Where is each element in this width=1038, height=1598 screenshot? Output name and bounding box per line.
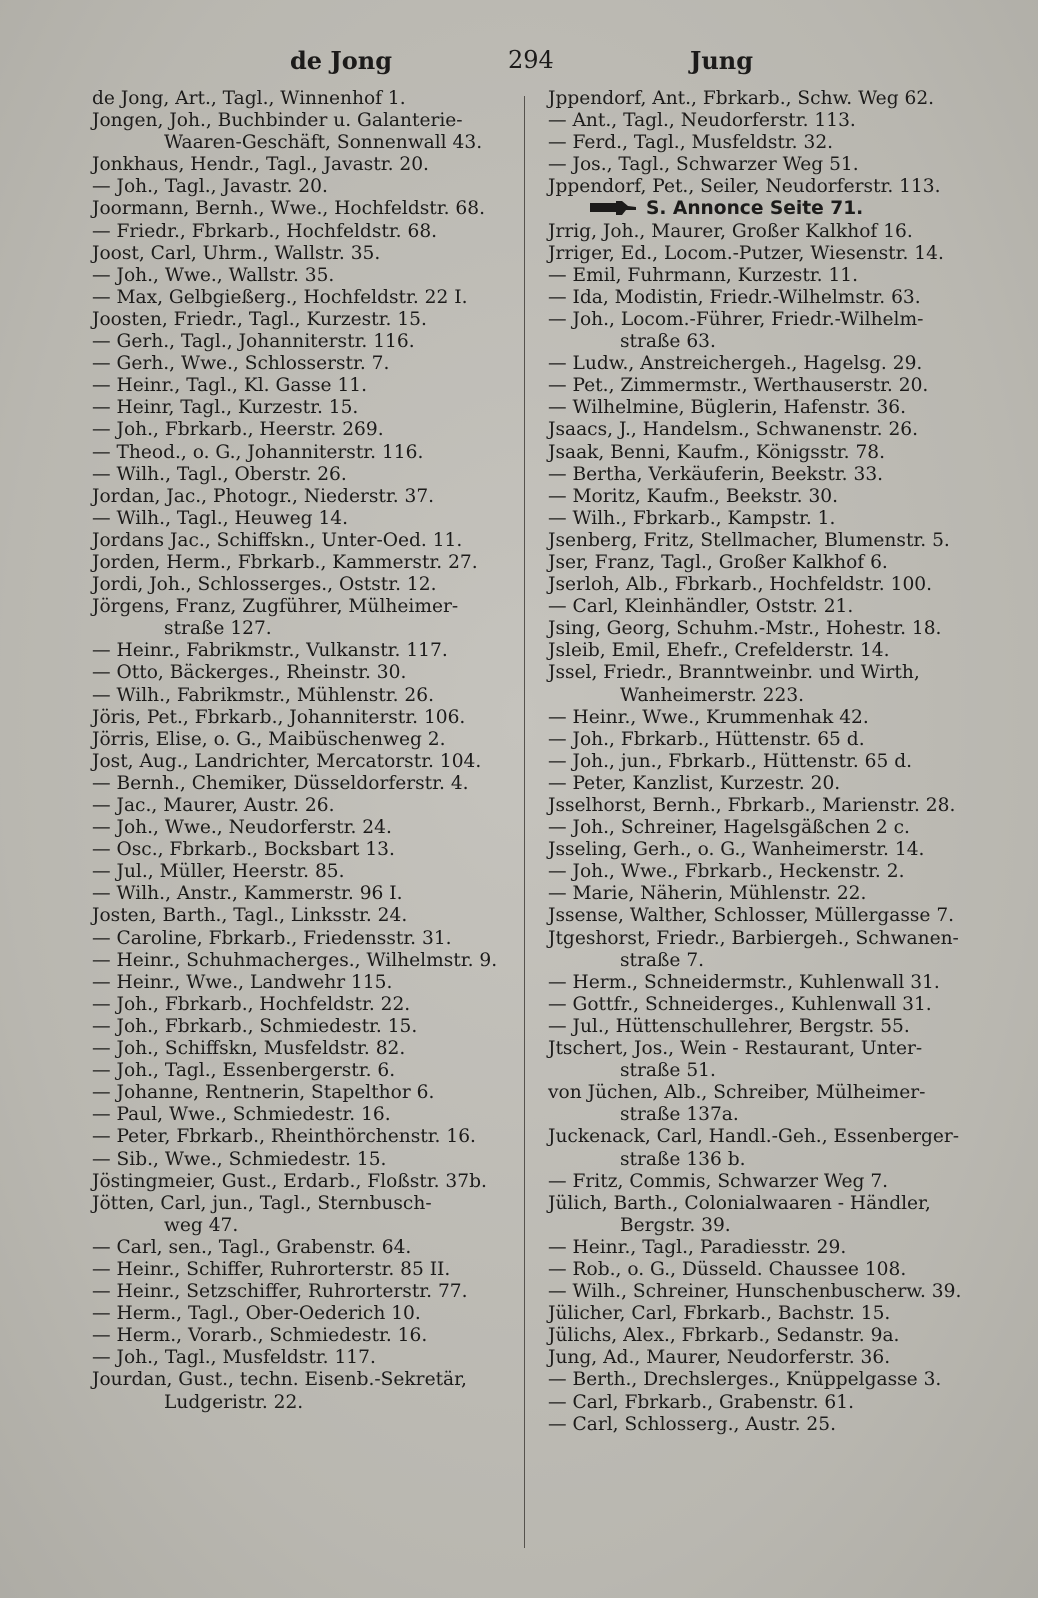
directory-entry: — Bertha, Verkäuferin, Beekstr. 33. [548, 463, 884, 485]
directory-entry: — Osc., Fbrkarb., Bocksbart 13. [92, 839, 395, 861]
directory-entry: — Wilh., Anstr., Kammerstr. 96 I. [92, 883, 403, 905]
directory-entry: — Joh., Schreiner, Hagelsgäßchen 2 c. [548, 817, 910, 839]
directory-entry: Jsing, Georg, Schuhm.-Mstr., Hohestr. 18. [548, 618, 942, 640]
directory-entry: Jourdan, Gust., techn. Eisenb.-Sekretär, [92, 1369, 467, 1391]
directory-entry: — Johanne, Rentnerin, Stapelthor 6. [92, 1082, 435, 1104]
pointing-hand-icon [588, 200, 638, 216]
directory-entry: — Carl, sen., Tagl., Grabenstr. 64. [92, 1236, 412, 1258]
directory-entry: Wanheimerstr. 223. [620, 684, 805, 706]
directory-entry: — Gerh., Wwe., Schlosserstr. 7. [92, 353, 390, 375]
directory-entry: — Herm., Vorarb., Schmiedestr. 16. [92, 1325, 428, 1347]
right-column [548, 88, 976, 1436]
directory-entry: — Joh., Fbrkarb., Heerstr. 269. [92, 419, 384, 441]
directory-entry: — Wilh., Schreiner, Hunschenbuscherw. 39. [548, 1281, 962, 1303]
directory-entry: Jsleib, Emil, Ehefr., Crefelderstr. 14. [548, 640, 890, 662]
directory-entry: — Heinr., Wwe., Krummenhak 42. [548, 706, 869, 728]
page-number: 294 [508, 46, 554, 74]
directory-entry: Jtgeshorst, Friedr., Barbiergeh., Schwanen- [548, 927, 959, 949]
directory-entry: Jserloh, Alb., Fbrkarb., Hochfeldstr. 100. [548, 574, 933, 596]
directory-entry: — Fritz, Commis, Schwarzer Weg 7. [548, 1170, 889, 1192]
directory-entry: — Joh., Schiffskn, Musfeldstr. 82. [92, 1038, 406, 1060]
directory-entry: — Joh., Fbrkarb., Hüttenstr. 65 d. [548, 728, 865, 750]
directory-entry: Jongen, Joh., Buchbinder u. Galanterie- [92, 110, 463, 132]
directory-entry: — Joh., Wwe., Neudorferstr. 24. [92, 817, 392, 839]
directory-entry: — Wilh., Tagl., Oberstr. 26. [92, 463, 347, 485]
directory-entry: — Wilh., Fabrikmstr., Mühlenstr. 26. [92, 684, 435, 706]
directory-entry: — Paul, Wwe., Schmiedestr. 16. [92, 1104, 391, 1126]
directory-entry: Joormann, Bernh., Wwe., Hochfeldstr. 68. [92, 198, 486, 220]
directory-entry: — Herm., Schneidermstr., Kuhlenwall 31. [548, 971, 940, 993]
directory-entry: straße 7. [620, 949, 705, 971]
directory-entry: — Wilh., Tagl., Heuweg 14. [92, 507, 349, 529]
annonce-text: S. Annonce Seite 71. [646, 198, 864, 220]
directory-entry: Joosten, Friedr., Tagl., Kurzestr. 15. [92, 308, 427, 330]
directory-entry: — Joh., Fbrkarb., Schmiedestr. 15. [92, 1015, 418, 1037]
directory-entry: Jser, Franz, Tagl., Großer Kalkhof 6. [548, 551, 888, 573]
directory-entry: — Peter, Fbrkarb., Rheinthörchenstr. 16. [92, 1126, 476, 1148]
page-header [0, 40, 1038, 80]
directory-entry: straße 127. [164, 618, 272, 640]
directory-entry: — Joh., Wwe., Fbrkarb., Heckenstr. 2. [548, 861, 905, 883]
directory-entry: — Joh., jun., Fbrkarb., Hüttenstr. 65 d. [548, 750, 913, 772]
directory-entry: — Joh., Tagl., Javastr. 20. [92, 176, 328, 198]
directory-entry: — Jac., Maurer, Austr. 26. [92, 795, 335, 816]
directory-entry: — Wilhelmine, Büglerin, Hafenstr. 36. [548, 397, 907, 419]
directory-entry: — Caroline, Fbrkarb., Friedensstr. 31. [92, 927, 452, 949]
directory-entry: Juckenack, Carl, Handl.-Geh., Essenberger- [548, 1126, 960, 1148]
directory-entry: — Ferd., Tagl., Musfeldstr. 32. [548, 132, 834, 154]
left-column [92, 88, 504, 1414]
directory-entry: — Emil, Fuhrmann, Kurzestr. 11. [548, 264, 859, 286]
directory-entry: — Marie, Näherin, Mühlenstr. 22. [548, 883, 867, 905]
directory-entry: — Pet., Zimmermstr., Werthauserstr. 20. [548, 375, 929, 397]
directory-entry: Jung, Ad., Maurer, Neudorferstr. 36. [548, 1347, 891, 1369]
directory-entry: — Joh., Locom.-Führer, Friedr.-Wilhelm- [548, 308, 924, 330]
directory-entry: — Ant., Tagl., Neudorferstr. 113. [548, 110, 856, 132]
directory-entry: straße 51. [620, 1060, 716, 1082]
directory-entry: Jordans Jac., Schiffskn., Unter-Oed. 11. [92, 529, 463, 551]
directory-entry: Jtschert, Jos., Wein - Restaurant, Unter- [548, 1038, 923, 1060]
directory-entry: — Peter, Kanzlist, Kurzestr. 20. [548, 772, 841, 794]
directory-entry: — Jul., Müller, Heerstr. 85. [92, 861, 345, 883]
directory-entry: — Joh., Tagl., Essenbergerstr. 6. [92, 1060, 396, 1082]
directory-entry: — Heinr., Schiffer, Ruhrorterstr. 85 II. [92, 1258, 451, 1280]
directory-entry: — Joh., Tagl., Musfeldstr. 117. [92, 1347, 376, 1369]
directory-entry: Jsseling, Gerh., o. G., Wanheimerstr. 14. [548, 839, 925, 861]
directory-entry: — Rob., o. G., Düsseld. Chaussee 108. [548, 1258, 907, 1280]
directory-entry: — Joh., Wwe., Wallstr. 35. [92, 264, 335, 286]
directory-entry: Josten, Barth., Tagl., Linksstr. 24. [92, 905, 408, 927]
directory-entry: — Gerh., Tagl., Johanniterstr. 116. [92, 331, 415, 353]
directory-entry: Joost, Carl, Uhrm., Wallstr. 35. [92, 242, 381, 264]
directory-entry: von Jüchen, Alb., Schreiber, Mülheimer- [548, 1082, 926, 1104]
directory-entry: Jppendorf, Ant., Fbrkarb., Schw. Weg 62. [548, 88, 935, 109]
directory-entry: — Friedr., Fbrkarb., Hochfeldstr. 68. [92, 220, 438, 242]
directory-entry: — Heinr., Schuhmacherges., Wilhelmstr. 9. [92, 949, 498, 971]
header-right-name: Jung [690, 46, 754, 75]
directory-entry: — Jul., Hüttenschullehrer, Bergstr. 55. [548, 1015, 910, 1037]
directory-entry: — Heinr., Tagl., Kl. Gasse 11. [92, 375, 368, 397]
directory-entry: straße 63. [620, 331, 716, 353]
directory-entry: — Carl, Schlosserg., Austr. 25. [548, 1413, 837, 1435]
directory-entry: — Heinr., Wwe., Landwehr 115. [92, 971, 393, 993]
directory-entry: — Heinr, Tagl., Kurzestr. 15. [92, 397, 359, 419]
directory-entry: Jrrig, Joh., Maurer, Großer Kalkhof 16. [548, 220, 913, 242]
directory-entry: — Jos., Tagl., Schwarzer Weg 51. [548, 154, 859, 176]
directory-entry: Jülich, Barth., Colonialwaaren - Händler, [548, 1192, 931, 1214]
directory-entry: Jordi, Joh., Schlosserges., Oststr. 12. [92, 574, 437, 596]
directory-entry: — Ludw., Anstreichergeh., Hagelsg. 29. [548, 353, 923, 375]
directory-entry: de Jong, Art., Tagl., Winnenhof 1. [92, 88, 406, 109]
directory-entry: — Wilh., Fbrkarb., Kampstr. 1. [548, 507, 836, 529]
directory-entry: Jost, Aug., Landrichter, Mercatorstr. 104. [92, 750, 482, 772]
directory-entry: Jonkhaus, Hendr., Tagl., Javastr. 20. [92, 154, 429, 176]
directory-entry: Jsaacs, J., Handelsm., Schwanenstr. 26. [548, 419, 919, 441]
directory-entry: Jöris, Pet., Fbrkarb., Johanniterstr. 106. [92, 706, 466, 728]
directory-entry: Jordan, Jac., Photogr., Niederstr. 37. [92, 485, 435, 507]
directory-entry: Jssense, Walther, Schlosser, Müllergasse 7. [548, 905, 955, 927]
directory-entry: — Carl, Fbrkarb., Grabenstr. 61. [548, 1391, 854, 1413]
directory-entry: — Herm., Tagl., Ober-Oederich 10. [92, 1303, 421, 1325]
directory-entry: — Carl, Kleinhändler, Oststr. 21. [548, 596, 854, 618]
directory-entry: — Ida, Modistin, Friedr.-Wilhelmstr. 63. [548, 286, 921, 308]
directory-entry: — Heinr., Setzschiffer, Ruhrorterstr. 77. [92, 1281, 468, 1303]
directory-entry: straße 137a. [620, 1104, 739, 1126]
directory-entry: — Berth., Drechslerges., Knüppelgasse 3. [548, 1369, 942, 1391]
directory-entry: Jötten, Carl, jun., Tagl., Sternbusch- [92, 1192, 432, 1214]
header-left-name: de Jong [290, 46, 392, 75]
directory-entry: Jörris, Elise, o. G., Maibüschenweg 2. [92, 728, 446, 750]
directory-entry: Bergstr. 39. [620, 1214, 731, 1236]
directory-entry: Jorden, Herm., Fbrkarb., Kammerstr. 27. [92, 551, 478, 573]
directory-entry: — Otto, Bäckerges., Rheinstr. 30. [92, 662, 407, 684]
directory-entry: — Joh., Fbrkarb., Hochfeldstr. 22. [92, 993, 411, 1015]
directory-entry: — Sib., Wwe., Schmiedestr. 15. [92, 1148, 387, 1170]
annonce-reference [548, 198, 976, 220]
directory-entry: — Gottfr., Schneiderges., Kuhlenwall 31. [548, 993, 932, 1015]
column-divider [524, 96, 525, 1548]
directory-entry: Jülicher, Carl, Fbrkarb., Bachstr. 15. [548, 1303, 891, 1325]
directory-entry: Jülichs, Alex., Fbrkarb., Sedanstr. 9a. [548, 1325, 900, 1347]
directory-entry: Waaren-Geschäft, Sonnenwall 43. [164, 132, 483, 154]
directory-entry: Jsselhorst, Bernh., Fbrkarb., Marienstr. 28. [548, 795, 956, 816]
directory-entry: Jssel, Friedr., Branntweinbr. und Wirth, [548, 662, 920, 684]
directory-entry: Jörgens, Franz, Zugführer, Mülheimer- [92, 596, 459, 618]
directory-entry: Ludgeristr. 22. [164, 1391, 304, 1413]
directory-entry: Jrriger, Ed., Locom.-Putzer, Wiesenstr. 14. [548, 242, 944, 264]
directory-entry: Jsaak, Benni, Kaufm., Königsstr. 78. [548, 441, 886, 463]
directory-entry: straße 136 b. [620, 1148, 746, 1170]
directory-entry: Jöstingmeier, Gust., Erdarb., Floßstr. 37b. [92, 1170, 487, 1192]
directory-entry: — Theod., o. G., Johanniterstr. 116. [92, 441, 424, 463]
directory-entry: weg 47. [164, 1214, 239, 1236]
directory-entry: — Bernh., Chemiker, Düsseldorferstr. 4. [92, 772, 469, 794]
directory-entry: — Heinr., Fabrikmstr., Vulkanstr. 117. [92, 640, 448, 662]
directory-entry: Jsenberg, Fritz, Stellmacher, Blumenstr. 5. [548, 529, 950, 551]
directory-entry: Jppendorf, Pet., Seiler, Neudorferstr. 113. [548, 176, 941, 198]
directory-entry: — Heinr., Tagl., Paradiesstr. 29. [548, 1236, 847, 1258]
directory-entry: — Max, Gelbgießerg., Hochfeldstr. 22 I. [92, 286, 468, 308]
directory-entry: — Moritz, Kaufm., Beekstr. 30. [548, 485, 839, 507]
